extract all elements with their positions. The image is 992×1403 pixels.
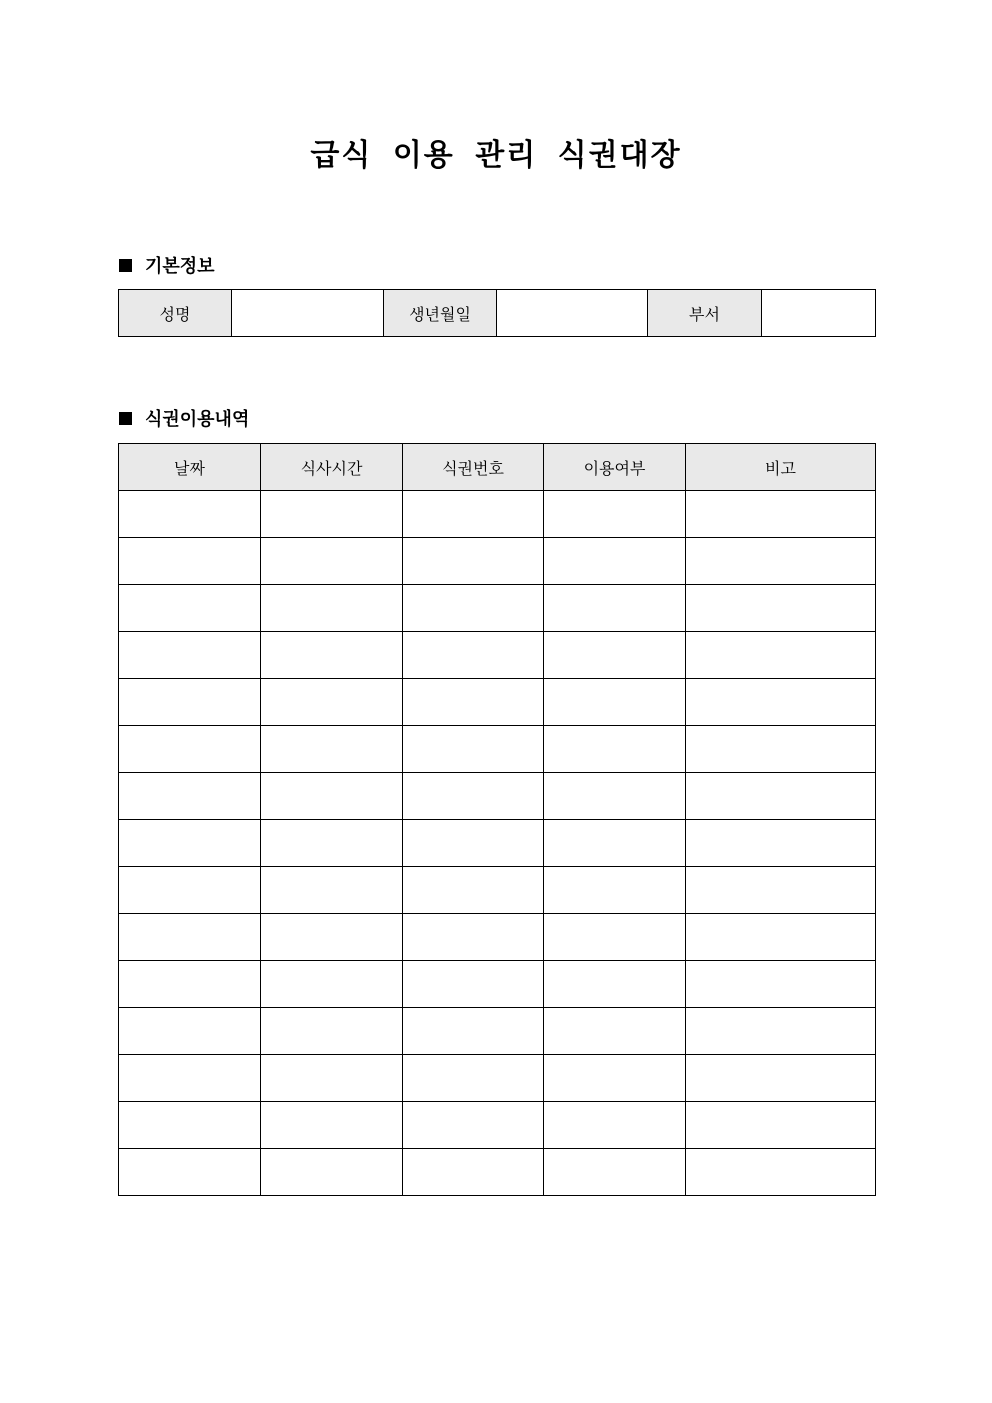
meal-time-cell[interactable] <box>261 632 403 679</box>
ticket-number-cell[interactable] <box>403 867 544 914</box>
column-header-meal-time: 식사시간 <box>261 444 403 491</box>
meal-time-cell[interactable] <box>261 961 403 1008</box>
remarks-cell[interactable] <box>686 491 876 538</box>
table-row <box>119 1055 876 1102</box>
square-bullet-icon <box>119 412 132 425</box>
ticket-number-cell[interactable] <box>403 491 544 538</box>
section-heading-label: 식권이용내역 <box>145 409 250 430</box>
remarks-cell[interactable] <box>686 632 876 679</box>
table-row <box>119 585 876 632</box>
field-label-department: 부서 <box>648 290 762 337</box>
meal-time-cell[interactable] <box>261 1055 403 1102</box>
remarks-cell[interactable] <box>686 773 876 820</box>
meal-time-cell[interactable] <box>261 679 403 726</box>
field-label-name: 성명 <box>119 290 232 337</box>
date-cell[interactable] <box>119 1149 261 1196</box>
usage-status-cell[interactable] <box>544 679 686 726</box>
date-cell[interactable] <box>119 726 261 773</box>
section-heading-usage <box>119 406 249 430</box>
table-row <box>119 679 876 726</box>
remarks-cell[interactable] <box>686 1055 876 1102</box>
meal-time-cell[interactable] <box>261 1102 403 1149</box>
meal-time-cell[interactable] <box>261 820 403 867</box>
usage-table-body <box>119 491 876 1196</box>
remarks-cell[interactable] <box>686 1102 876 1149</box>
usage-table <box>118 443 876 1196</box>
remarks-cell[interactable] <box>686 1149 876 1196</box>
section-heading-label: 기본정보 <box>145 256 215 277</box>
ticket-number-cell[interactable] <box>403 1102 544 1149</box>
usage-status-cell[interactable] <box>544 632 686 679</box>
date-cell[interactable] <box>119 585 261 632</box>
date-cell[interactable] <box>119 914 261 961</box>
ticket-number-cell[interactable] <box>403 538 544 585</box>
date-cell[interactable] <box>119 820 261 867</box>
usage-status-cell[interactable] <box>544 961 686 1008</box>
table-row <box>119 632 876 679</box>
column-header-ticket-number: 식권번호 <box>403 444 544 491</box>
remarks-cell[interactable] <box>686 585 876 632</box>
table-row <box>119 961 876 1008</box>
ticket-number-cell[interactable] <box>403 773 544 820</box>
ticket-number-cell[interactable] <box>403 679 544 726</box>
birthdate-field[interactable] <box>497 290 648 337</box>
usage-status-cell[interactable] <box>544 1008 686 1055</box>
date-cell[interactable] <box>119 538 261 585</box>
date-cell[interactable] <box>119 1102 261 1149</box>
date-cell[interactable] <box>119 679 261 726</box>
section-heading-basic-info <box>119 253 215 277</box>
usage-status-cell[interactable] <box>544 1149 686 1196</box>
usage-status-cell[interactable] <box>544 1055 686 1102</box>
table-row <box>119 1102 876 1149</box>
ticket-number-cell[interactable] <box>403 585 544 632</box>
ticket-number-cell[interactable] <box>403 1055 544 1102</box>
usage-status-cell[interactable] <box>544 585 686 632</box>
table-row <box>119 1149 876 1196</box>
usage-status-cell[interactable] <box>544 867 686 914</box>
usage-status-cell[interactable] <box>544 726 686 773</box>
table-row <box>119 773 876 820</box>
date-cell[interactable] <box>119 961 261 1008</box>
usage-status-cell[interactable] <box>544 914 686 961</box>
column-header-remarks: 비고 <box>686 444 876 491</box>
meal-time-cell[interactable] <box>261 773 403 820</box>
date-cell[interactable] <box>119 867 261 914</box>
meal-time-cell[interactable] <box>261 585 403 632</box>
square-bullet-icon <box>119 259 132 272</box>
department-field[interactable] <box>762 290 876 337</box>
remarks-cell[interactable] <box>686 820 876 867</box>
usage-status-cell[interactable] <box>544 1102 686 1149</box>
date-cell[interactable] <box>119 1055 261 1102</box>
usage-status-cell[interactable] <box>544 820 686 867</box>
remarks-cell[interactable] <box>686 867 876 914</box>
date-cell[interactable] <box>119 491 261 538</box>
meal-time-cell[interactable] <box>261 491 403 538</box>
ticket-number-cell[interactable] <box>403 1008 544 1055</box>
table-row <box>119 726 876 773</box>
table-row <box>119 867 876 914</box>
column-header-date: 날짜 <box>119 444 261 491</box>
table-row <box>119 538 876 585</box>
remarks-cell[interactable] <box>686 961 876 1008</box>
usage-status-cell[interactable] <box>544 773 686 820</box>
usage-status-cell[interactable] <box>544 538 686 585</box>
column-header-usage-status: 이용여부 <box>544 444 686 491</box>
field-label-birthdate: 생년월일 <box>384 290 497 337</box>
ticket-number-cell[interactable] <box>403 726 544 773</box>
meal-time-cell[interactable] <box>261 726 403 773</box>
remarks-cell[interactable] <box>686 679 876 726</box>
basic-info-table <box>118 289 876 337</box>
date-cell[interactable] <box>119 1008 261 1055</box>
table-row <box>119 491 876 538</box>
date-cell[interactable] <box>119 773 261 820</box>
ticket-number-cell[interactable] <box>403 1149 544 1196</box>
ticket-number-cell[interactable] <box>403 632 544 679</box>
table-row <box>119 914 876 961</box>
ticket-number-cell[interactable] <box>403 914 544 961</box>
usage-header-row <box>119 444 876 491</box>
meal-time-cell[interactable] <box>261 914 403 961</box>
name-field[interactable] <box>232 290 384 337</box>
ticket-number-cell[interactable] <box>403 961 544 1008</box>
document-title: 급식 이용 관리 식권대장 <box>310 138 682 173</box>
remarks-cell[interactable] <box>686 914 876 961</box>
table-row <box>119 820 876 867</box>
meal-time-cell[interactable] <box>261 1008 403 1055</box>
meal-time-cell[interactable] <box>261 1149 403 1196</box>
remarks-cell[interactable] <box>686 1008 876 1055</box>
remarks-cell[interactable] <box>686 538 876 585</box>
usage-status-cell[interactable] <box>544 491 686 538</box>
meal-time-cell[interactable] <box>261 867 403 914</box>
date-cell[interactable] <box>119 632 261 679</box>
table-row <box>119 1008 876 1055</box>
basic-info-row <box>119 290 876 337</box>
meal-time-cell[interactable] <box>261 538 403 585</box>
remarks-cell[interactable] <box>686 726 876 773</box>
ticket-number-cell[interactable] <box>403 820 544 867</box>
